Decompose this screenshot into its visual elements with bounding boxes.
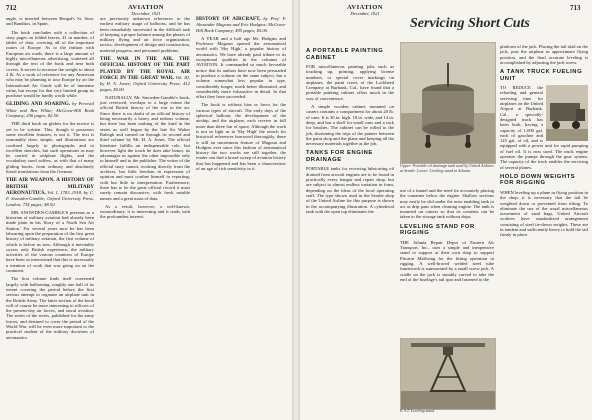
page-number: 713 (570, 4, 581, 12)
paragraph: platform of the jack. Placing the tail skid on the jack, puts the airplane in approximate flying position, and the final accurate leveling is accomplished by adjusting the jack screw. (500, 44, 588, 65)
oil-tank-photo (400, 42, 496, 164)
paragraph: are previously unknown references to the earliest military usage of balloons, and he has been remarkably successful in the difficult task of keeping a proper balance among the phases of military flying and air force organization, tactics, development of design and construction, material progress, and personnel problems. (100, 16, 190, 53)
paragraph: TO REDUCE the refueling and general servicing time for airplanes on the United Airport at Burbank, Cal., a specially-designed truck has been built, having a capacity of 1,000 gal. each of gasoline and 125 gal. of oil, and is equipped with a power unit for rapid pumping of fuel oil. It is now used. The truck engine operates the pumps through the gear system. The capacity of the truck enables the servicing of several planes. (500, 85, 588, 170)
section-heading: LEVELING STAND FOR RIGGING (400, 223, 475, 237)
figure-caption: Upper: Portable oil drainage tank used by United Airlines at Seattle. Lower: Leveling stand at Atlanta. (400, 163, 494, 173)
right-page (300, 0, 592, 420)
paragraph: THE Atlanta Repair Depot of Eastern Air Transport, Inc., uses a simple and inexpensive stand to support at their own shop to support Pitcairn Mailwing for the fitting operation in rigging. A well-braced welded steel tube framework is surmounted by a small screw jack. A cradle on the jack is suitably curved to take the end of the fuselage's tail spar and fastened to the (400, 239, 494, 282)
paragraph: WHEN leveling up a plane in flying position in the shop, it is necessary that the tail be weighted down or prevented from tilting. To eliminate the use of the usual miscellaneous assortment of sand bags, United Aircraft workers have standardized arrangement consisting of steel tie-down weights. These are in tandem and sufficiently heavy to hold the tail firmly in place. (500, 189, 588, 238)
review-meta: by Percival White and Ben White; McGraw-Hill Book Company; 256 pages; $2.50. (6, 101, 94, 119)
running-head-date: December, 1921 (350, 11, 380, 16)
review-meta: by Prof. F. Alexander Magoun and Eric Hodgins; McGraw-Hill Book Company; 495 pages; $5.00. (196, 16, 286, 33)
running-head (100, 4, 192, 16)
paragraph: The book is without bias or favor for the various types of aircraft. The early days of the spherical balloon, the development of the airship, and the airplane, each receive in full more than three fair of space. Although the work is not so light as in 'Sky High' the search for historical references burrowed thoroughly, there is still an uncommon feature of Magoun and Hodgins ever since this fashion of aeronautical history the two works are still together, the reader can find a broad sweep of aviation history that has happened and has been a characteristic of an age of rich sensitivity in it. (196, 102, 286, 172)
paragraph: As a result, however, a well-known, extraordinary, it is interesting and it reads with the profoundest interest. (100, 203, 190, 220)
paragraph: THE third book on gliders for the novice is yet to be written. This, though it possesses some excellent features, is not it. The text is reasonably clear, simple, and illustrations are confined largely to photographs and to excellent sketches, but such operations as may be carried in sailplane flights, and the vocabulary used suffers, as with that of many gliding books, from ordinary and absolutely literal translations from the German. (6, 121, 94, 175)
figure-caption: E.A.T. Leveling stand (400, 408, 435, 413)
section-heading: A PORTABLE PAINTING CABINET (306, 48, 384, 61)
review-meta: Vol. I, 1783–1918, by C. F. Snowden-Gamble; Oxford University Press, London; 734 pages; $8.50. (6, 189, 94, 207)
review-meta: Vol. III, by H. A. Jones; Oxford University Press; 412 pages; $5.00. (100, 74, 190, 92)
section-heading: TANKS FOR ENGINE DRAINAGE (306, 150, 373, 163)
review-title: THE WAR IN THE AIR. THE OFFICIAL HISTORY OF THE PART PLAYED BY THE ROYAL AIR FORCE IN THE GREAT WAR, (100, 56, 190, 81)
running-head-title: AVIATION (347, 4, 383, 11)
right-column-3 (500, 44, 588, 414)
review-heading (196, 16, 286, 33)
page-gutter (292, 0, 300, 420)
page-number: 712 (6, 4, 17, 12)
left-column-1 (6, 16, 94, 416)
right-column-1 (306, 44, 394, 414)
paragraph: A YEAR and a half ago Mr. Hodgins and Professor Magoun opened the aeronautical world with 'Sky High,' a popular history of aeronautics. We have already paid tribute to its exceptional qualities in the columns of AVIATION. It commanded so much favorable notice that its authors have now been persuaded to produce a volume on the same subject, but a volume somewhat less popular in type, considerably longer, much better illustrated, and considerably more exhaustive in detail. In that effort they have succeeded. (196, 35, 286, 100)
paragraph: The book concludes with a collection of sixty pages on folded leaves, 41 in number, of tables of data, covering all of the important routes of Europe. As to the fashion with European air roads, there is a large amount of highly miscellaneous advertising, scattered all through the text of the book and near both covers. It serves to increase the weight to about 2 lb. As a work of reference for any American who may be planning to tour Europe by air the International Air Guide will be of immense value, but except for that very limited group its purchase would be hardly worth while. (6, 29, 94, 99)
running-head-date: December, 1921 (131, 11, 161, 16)
paragraph: PORTABLE tanks for receiving lubricating oil drained from aircraft engines are to be found in practically every hangar and repair shop, but are subject to almost endless variation in form, depending on the ideas of the local operating staff. The type shown used in the Seattle shop of the United Airline for this purpose is shown in the accompanying illustration. A cylindrical tank with the open top eliminates the (306, 166, 394, 214)
paragraph: FOR miscellaneous painting jobs such as touching up, priming, applying license numbers, or special cover markings on airplanes, the paint crews of the Lockheed Company at Burbank, Cal., have found that a portable painting cabinet offers much in the way of convenience. (306, 64, 394, 101)
left-column-2 (100, 16, 190, 416)
right-column-2 (400, 188, 494, 338)
leveling-stand-photo (400, 338, 496, 410)
left-page (0, 0, 292, 420)
article-title: Servicing Short Cuts (410, 16, 530, 31)
left-column-3 (196, 16, 286, 416)
section-heading: HOLD DOWN WEIGHTS FOR RIGGING (500, 173, 576, 187)
fuel-truck-photo (546, 85, 588, 141)
fuel-truck-illustration (546, 85, 588, 141)
paragraph: The first volume finds itself concerned largely with ballooning, roughly one half of its extent covering the period before the first serious attempt to organize an airplane unit in the British Army. The latter section of the book will of course be more interesting to officers of the present-day air forces, and naval aviation. The series of the series, published for the army forces, and destined to cover the period of the World War, will be even more important to the practical student of the military doctrines of aeronautics. (6, 276, 94, 340)
review-title: GLIDING AND SOARING. (6, 101, 71, 108)
paragraph: NATURALLY, Mr. Snowden-Gamble's book, just reviewed, overlaps to a large extent the official British history of the war in the air. Since there is no doubt of an official history of being necessarily a heavy and tedious volume, but there has been nothing of the kind in the series as well begun by the late Sir Walter Raleigh and carried on through its second and third volume by Mr. H. A. Jones. The official literature fulfills an indispensable role, but however light the touch he does take honor, its advantages as against the other impossible only to himself and to the publisher. The writer of the official story cannot, working directly from the archives, has little freedom in expression of opinion and must confine himself to reporting, with but little in interpretation. Furthermore, there has to be the great official record it must surely remain discursive, with fresh notable names and a great mass of data. (100, 94, 190, 201)
paragraph: angle, is inserted between Bengal's Si, Sion, and Banditos, in Spain. (6, 16, 94, 27)
review-heading (6, 101, 94, 118)
running-head-title: AVIATION (128, 4, 164, 11)
review-title: THE AIR WEAPON. A HISTORY OF BRITISH MILITARY AERONAUTICS, (6, 177, 94, 196)
paragraph: MR. SNOWDEN-GAMBLE'S presents as a historian of military aviation had already been made plain in his 'Story of a North Sea Air Station.' For several years now he has been labouring upon the preparation of the first great history of military aviation, the first volume of which is before us now. Although it inevitably covers only British experience, the military activities of the various countries of Europe have been so intertwined that this is necessarily a mention of work that was going on on the continent. (6, 209, 94, 274)
paragraph: use of a funnel and the need for accurately placing the container below the engine. Shallow sections may easily be slid under the nose enabling tank to act as drip pans when cleaning engine. The tank is mounted on casters so that its contents can be taken to the storage tank without drips. (400, 188, 494, 220)
review-heading (100, 56, 190, 92)
review-title: HISTORY OF AIRCRAFT, (196, 16, 261, 22)
paragraph: A simple wooden cabinet mounted on casters contains a compartment for about 20 lb. of cans. It is 30 in. high, 18 in. wide, and 14 in. deep, and has a shelf for small cans and a rack for brushes. The cabinet can be rolled to the job, shortening the trips of the painter between the paint shop and the plane and keeping all the necessary materials together at the job. (306, 104, 394, 147)
leveling-stand-illustration (401, 339, 495, 409)
review-heading (6, 177, 94, 206)
oil-tank-illustration (401, 43, 495, 163)
section-heading: A TANK TRUCK FUELING UNIT (500, 69, 583, 82)
running-head (330, 4, 400, 16)
